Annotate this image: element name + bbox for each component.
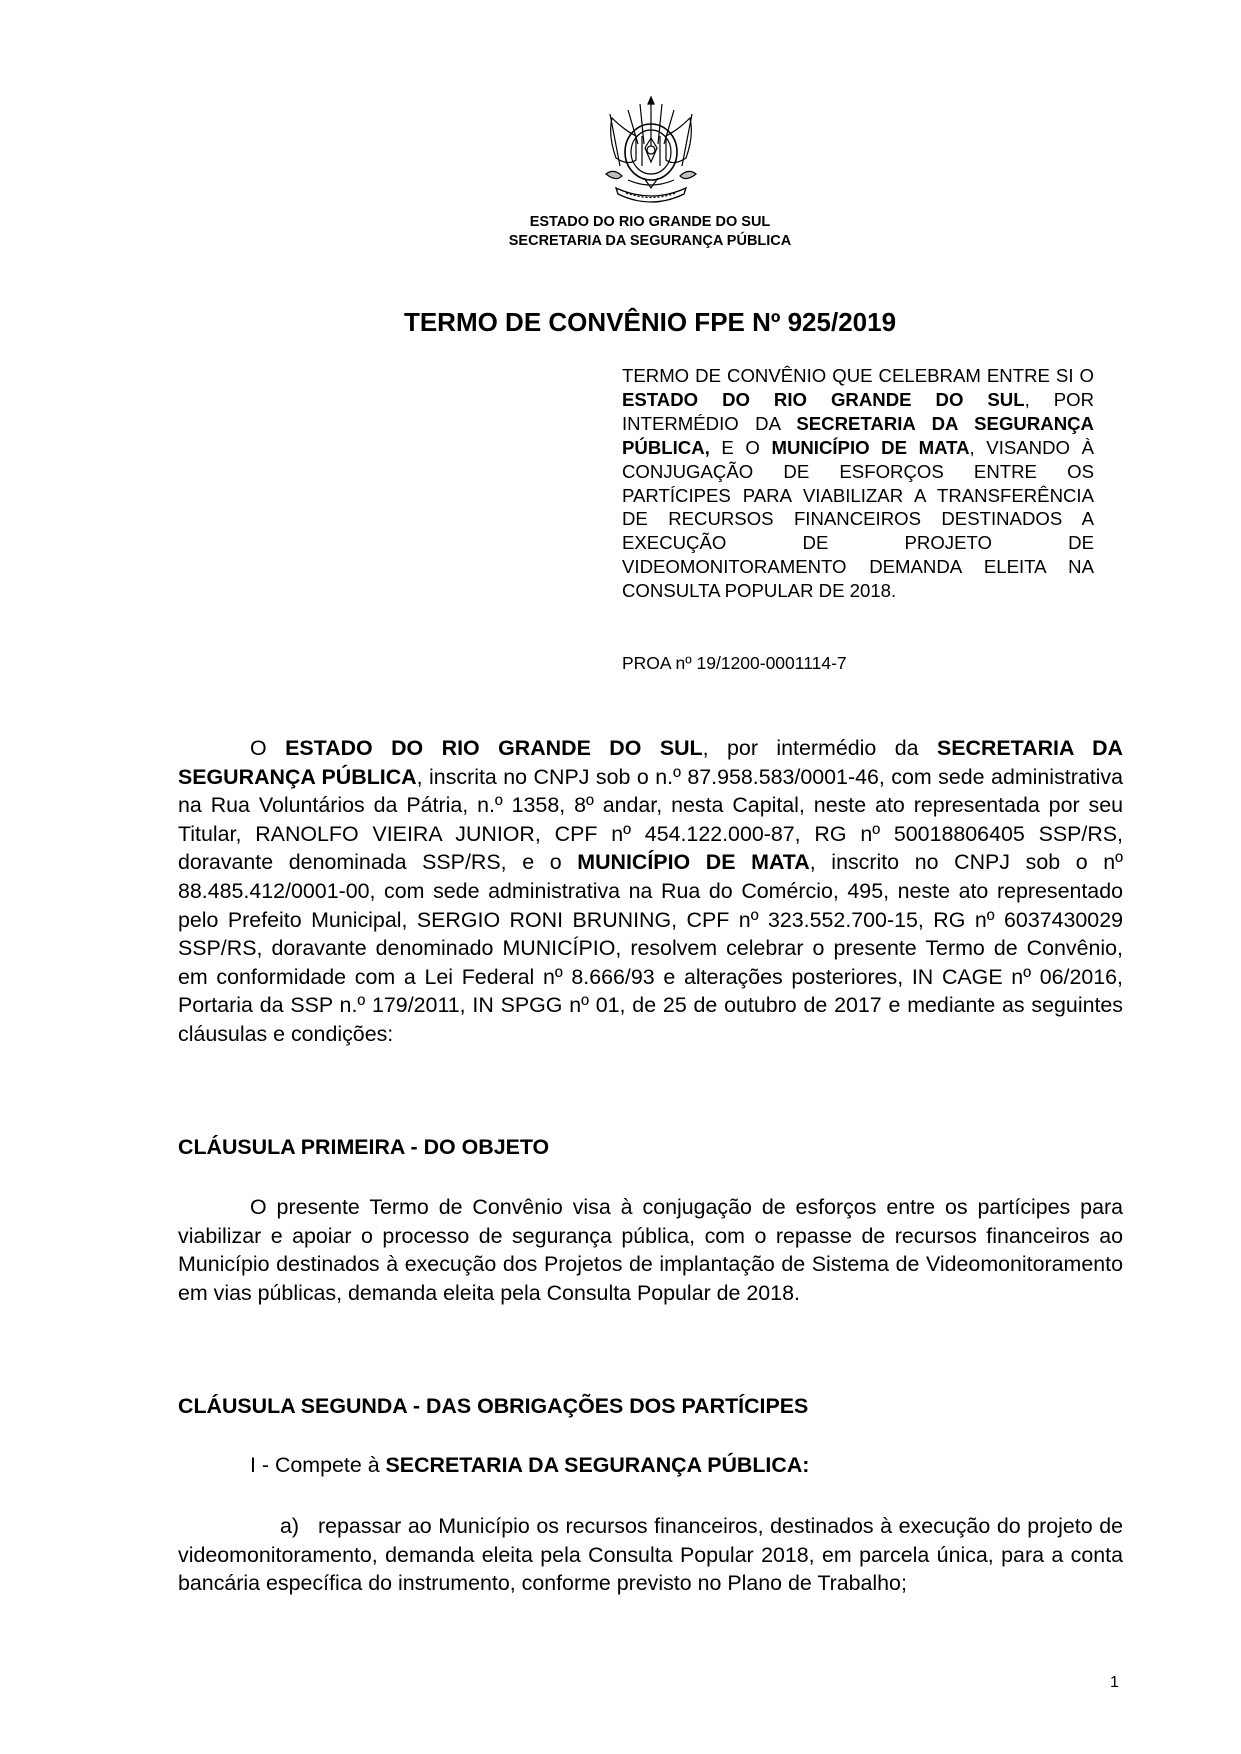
clause-2-item-a	[178, 1512, 1123, 1598]
clause-1-paragraph: O presente Termo de Convênio visa à conjugação de esforços entre os partícipes para viabilizar e apoiar o processo de segurança pública, com o repasse de recursos financeiros ao Município destinados à execução dos Projetos de implantação de Sistema de Videomonitoramento em vias públicas, demanda eleita pela Consulta Popular de 2018.	[178, 1195, 1123, 1305]
preamble-text: , inscrito no CNPJ sob o nº 88.485.412/0001-00, com sede administrativa na Rua do Comércio, 495, neste ato representado pelo Prefeito Municipal, SERGIO RONI BRUNING, CPF nº 323.552.700-15, RG nº 6037430029 SSP/RS, doravante denominado MUNICÍPIO, resolvem celebrar o presente Termo de Convênio, em conformidade com a Lei Federal nº 8.666/93 e alterações posteriores, IN CAGE nº 06/2016, Portaria da SSP n.º 179/2011, IN SPGG nº 01, de 25 de outubro de 2017 e mediante as seguintes cláusulas e condições:	[178, 850, 1123, 1046]
preamble-text: O	[250, 736, 286, 760]
preamble-text-bold: MUNICÍPIO DE MATA	[577, 850, 810, 875]
summary-text: TERMO DE CONVÊNIO QUE CELEBRAM ENTRE SI O	[622, 365, 1094, 386]
summary-text-bold: MUNICÍPIO DE MATA	[771, 436, 970, 458]
clause-2-subheading	[250, 1451, 809, 1479]
summary-text: , POR INTERMÉDIO DA	[622, 388, 1095, 434]
subheading-bold: SECRETARIA DA SEGURANÇA PÚBLICA:	[385, 1453, 810, 1477]
summary-text-bold: SECRETARIA DA SEGURANÇA PÚBLICA,	[622, 412, 1094, 458]
preamble-text: , inscrita no CNPJ sob o n.º 87.958.583/0001-46, com sede administrativa na Rua Voluntários da Pátria, n.º 1358, 8º andar, nesta Capital, neste ato representada por seu Titular, RANOLFO VIEIRA JUNIOR, CPF nº 454.122.000-87, RG nº 50018806405 SSP/RS, doravante denominada SSP/RS, e o	[178, 764, 1124, 875]
item-text: repassar ao Município os recursos financeiros, destinados à execução do projeto de videomonitoramento, demanda eleita pela Consulta Popular 2018, em parcela única, para a conta bancária específica do instrumento, conforme previsto no Plano de Trabalho;	[178, 1514, 1123, 1596]
subheading-prefix: I - Compete à	[250, 1453, 386, 1477]
coat-of-arms-emblem	[598, 96, 704, 204]
preamble-text-bold: SECRETARIA DA SEGURANÇA PÚBLICA	[178, 736, 1124, 789]
clause-2-heading: CLÁUSULA SEGUNDA - DAS OBRIGAÇÕES DOS PARTÍCIPES	[178, 1394, 809, 1418]
preamble-text: , por intermédio da	[702, 736, 937, 760]
summary-text-bold: ESTADO DO RIO GRANDE DO SUL	[622, 388, 1025, 410]
preamble-paragraph	[178, 734, 1123, 1049]
document-title: TERMO DE CONVÊNIO FPE Nº 925/2019	[403, 307, 897, 337]
preamble-text-bold: ESTADO DO RIO GRANDE DO SUL	[285, 736, 703, 760]
proa-process-number: PROA nº 19/1200-0001114-7	[622, 653, 847, 673]
summary-abstract	[622, 364, 1094, 603]
page-number: 1	[1110, 1674, 1119, 1691]
clause-1-heading: CLÁUSULA PRIMEIRA - DO OBJETO	[178, 1135, 550, 1159]
header-secretariat-name: SECRETARIA DA SEGURANÇA PÚBLICA	[508, 233, 792, 249]
header-state-name: ESTADO DO RIO GRANDE DO SUL	[529, 214, 771, 230]
summary-text: , VISANDO À CONJUGAÇÃO DE ESFORÇOS ENTRE OS PARTÍCIPES PARA VIABILIZAR A TRANSFERÊNCIA DE RECURSOS FINANCEIROS DESTINADOS A EXECUÇÃO DE PROJETO DE VIDEOMONITORAMENTO DEMANDA ELEITA NA CONSULTA POPULAR DE 2018.	[622, 436, 1094, 602]
summary-text: E O	[709, 436, 772, 458]
item-label: a)	[280, 1514, 300, 1538]
